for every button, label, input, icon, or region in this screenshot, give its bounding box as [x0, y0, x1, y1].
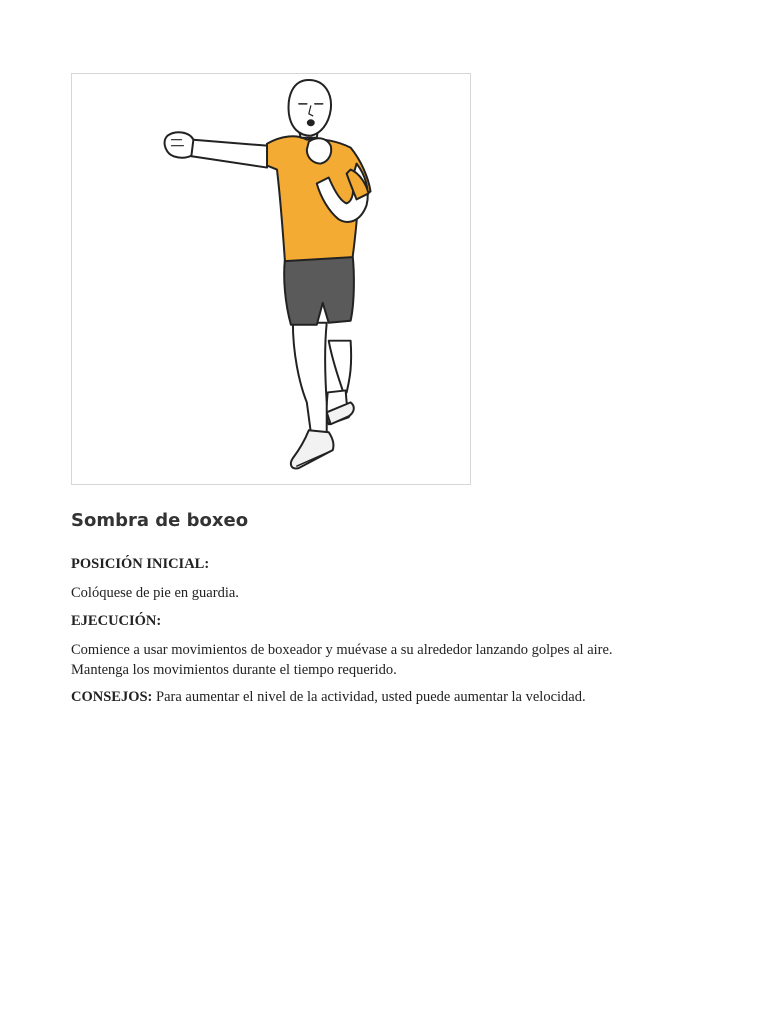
- exercise-illustration-frame: [71, 73, 471, 485]
- tips-label: CONSEJOS:: [71, 689, 153, 705]
- boxer-illustration: [72, 74, 470, 484]
- tips-paragraph: [71, 687, 711, 707]
- execution-heading: EJECUCIÓN:: [71, 613, 162, 629]
- tips-text: Para aumentar el nivel de la actividad, usted puede aumentar la velocidad.: [156, 689, 586, 705]
- execution-text-line-1: Comience a usar movimientos de boxeador y muévase a su alrededor lanzando golpes al aire.: [71, 642, 613, 658]
- initial-position-text: Colóquese de pie en guardia.: [71, 585, 239, 601]
- page-title: Sombra de boxeo: [71, 510, 249, 531]
- initial-position-heading: POSICIÓN INICIAL:: [71, 556, 210, 572]
- execution-text-line-2: Mantenga los movimientos durante el tiempo requerido.: [71, 662, 397, 678]
